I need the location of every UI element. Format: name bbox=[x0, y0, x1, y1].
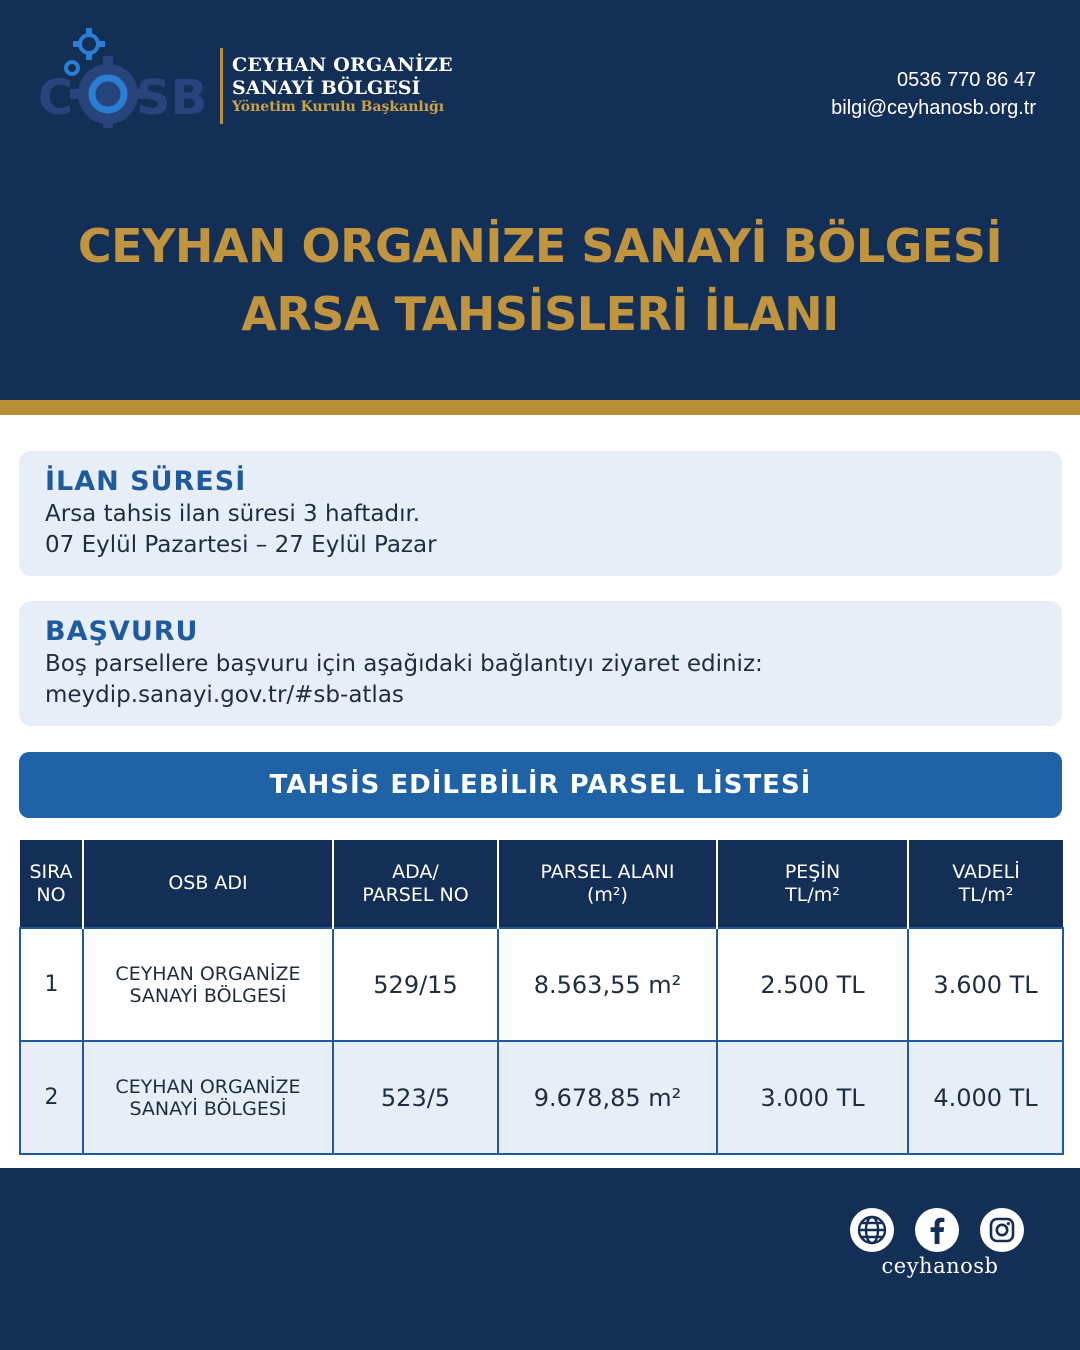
svg-text:C: C bbox=[38, 70, 74, 126]
cell-parsel-alani: 9.678,85 m² bbox=[498, 1041, 717, 1154]
parcel-table bbox=[19, 840, 1064, 1155]
header-sira-no: SIRA NO bbox=[20, 840, 83, 928]
cell-ada-parsel: 529/15 bbox=[333, 928, 498, 1041]
logo bbox=[36, 28, 453, 128]
globe-icon[interactable] bbox=[850, 1208, 894, 1252]
footer bbox=[0, 1168, 1080, 1350]
contact-info bbox=[831, 66, 1036, 122]
cell-vadeli: 3.600 TL bbox=[908, 928, 1063, 1041]
page-title bbox=[0, 212, 1080, 348]
table-header-row bbox=[20, 840, 1063, 928]
cell-parsel-alani: 8.563,55 m² bbox=[498, 928, 717, 1041]
cell-osb-adi: CEYHAN ORGANİZE SANAYİ BÖLGESİ bbox=[83, 1041, 333, 1154]
cell-ada-parsel: 523/5 bbox=[333, 1041, 498, 1154]
logo-text bbox=[232, 54, 453, 115]
logo-line-2: SANAYİ BÖLGESİ bbox=[232, 77, 421, 99]
instagram-icon[interactable] bbox=[980, 1208, 1024, 1252]
ilan-suresi-line-1: Arsa tahsis ilan süresi 3 haftadır. bbox=[45, 501, 421, 527]
svg-text:SB: SB bbox=[136, 70, 208, 126]
cell-sira: 2 bbox=[20, 1041, 83, 1154]
social-handle: ceyhanosb bbox=[881, 1254, 999, 1278]
cell-vadeli: 4.000 TL bbox=[908, 1041, 1063, 1154]
page-title-line-1: CEYHAN ORGANİZE SANAYİ BÖLGESİ bbox=[77, 219, 1003, 273]
basvuru-line-1: Boş parsellere başvuru için aşağıdaki bağlantıyı ziyaret ediniz: bbox=[45, 651, 763, 677]
basvuru-link[interactable]: meydip.sanayi.gov.tr/#sb-atlas bbox=[45, 682, 404, 708]
header-osb-adi: OSB ADI bbox=[83, 840, 333, 928]
cell-pesin: 3.000 TL bbox=[717, 1041, 908, 1154]
ilan-suresi-line-2: 07 Eylül Pazartesi – 27 Eylül Pazar bbox=[45, 532, 437, 558]
table-row bbox=[20, 1041, 1063, 1154]
header bbox=[0, 0, 1080, 400]
cell-pesin: 2.500 TL bbox=[717, 928, 908, 1041]
basvuru-heading: BAŞVURU bbox=[45, 616, 199, 647]
logo-line-1: CEYHAN ORGANİZE bbox=[232, 54, 453, 76]
page-title-line-2: ARSA TAHSİSLERİ İLANI bbox=[241, 287, 839, 341]
osb-logo-mark bbox=[36, 28, 216, 128]
facebook-icon[interactable] bbox=[915, 1208, 959, 1252]
header-pesin: PEŞİN TL/m² bbox=[717, 840, 908, 928]
logo-divider bbox=[220, 48, 223, 124]
ilan-suresi-box bbox=[19, 451, 1062, 576]
parcel-list-title: TAHSİS EDİLEBİLİR PARSEL LİSTESİ bbox=[19, 752, 1062, 818]
logo-line-3: Yönetim Kurulu Başkanlığı bbox=[232, 99, 445, 115]
social-icons bbox=[848, 1208, 1038, 1252]
header-vadeli: VADELİ TL/m² bbox=[908, 840, 1063, 928]
table-row bbox=[20, 928, 1063, 1041]
basvuru-box bbox=[19, 601, 1062, 726]
contact-email[interactable]: bilgi@ceyhanosb.org.tr bbox=[831, 97, 1036, 119]
cell-sira: 1 bbox=[20, 928, 83, 1041]
header-parsel-alani: PARSEL ALANI (m²) bbox=[498, 840, 717, 928]
header-ada-parsel-no: ADA/ PARSEL NO bbox=[333, 840, 498, 928]
cell-osb-adi: CEYHAN ORGANİZE SANAYİ BÖLGESİ bbox=[83, 928, 333, 1041]
gold-divider-band bbox=[0, 400, 1080, 415]
contact-phone[interactable]: 0536 770 86 47 bbox=[896, 69, 1036, 91]
ilan-suresi-heading: İLAN SÜRESİ bbox=[45, 466, 247, 497]
